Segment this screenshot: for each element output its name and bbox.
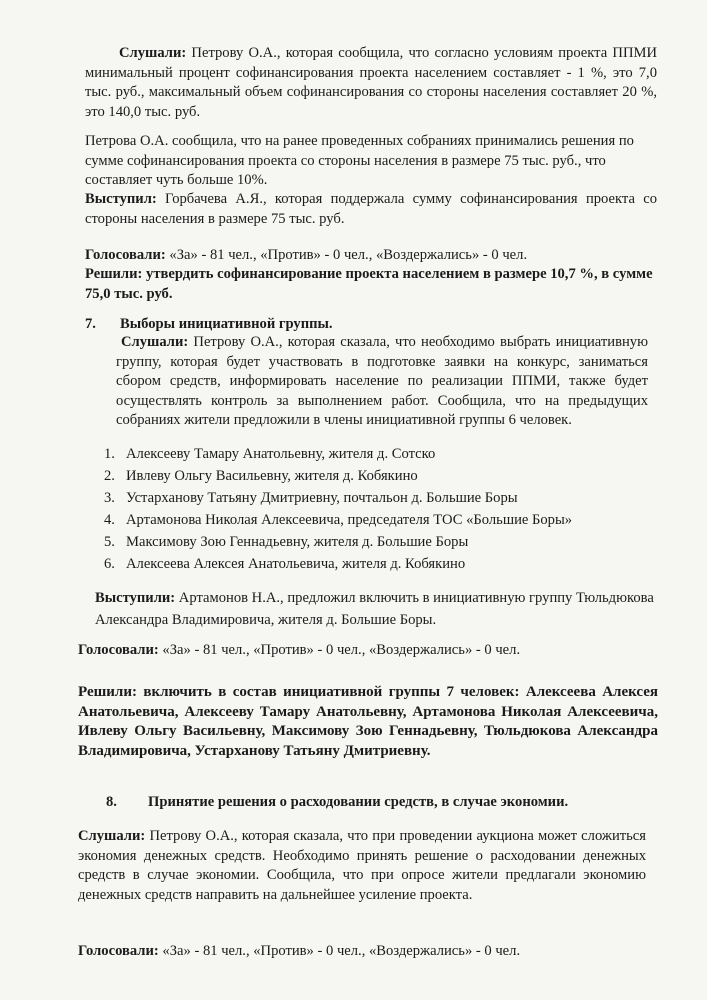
section-8-number: 8. [106, 794, 117, 810]
vote-text: «За» - 81 чел., «Против» - 0 чел., «Воздержались» - 0 чел. [165, 247, 528, 263]
section-7-heard-lead: Слушали: [121, 334, 189, 350]
decision-paragraph-2: Решили: включить в состав инициативной группы 7 человек: Алексеева Алексея Анатольевича, Алексееву Тамару Анатольевну, Артамонова Николая Алексеевича, Ивлеву Ольгу Васильевну, Максимову Зою Геннадьевну, Тюльдюкова Александра Владимировича, Устарханову Татьяну Дмитриевну. [78, 684, 658, 759]
info-paragraph [85, 132, 657, 191]
list-item: 2. Ивлеву Ольгу Васильевну, жителя д. Кобякино [104, 468, 418, 484]
speakers-text: Артамонов Н.А., предложил включить в инициативную группу Тюльдюкова Александра Владимировича, жителя д. Большие Боры. [95, 590, 654, 628]
vote-text-2: «За» - 81 чел., «Против» - 0 чел., «Воздержались» - 0 чел. [158, 642, 521, 658]
list-item: 4. Артамонова Николая Алексеевича, председателя ТОС «Большие Боры» [104, 512, 573, 528]
vote-lead-2: Голосовали: [78, 642, 159, 658]
info-text: Петрова О.А. сообщила, что на ранее проведенных собраниях принимались решения по сумме софинансирования проекта со стороны населения в размере 75 тыс. руб., что составляет чуть больше 10%. [85, 133, 634, 188]
section-8-heard-text: Петрову О.А., которая сказала, что при проведении аукциона может сложиться экономия денежных средств. Необходимо принять решение о расходовании денежных средств в случае экономии. Сообщила, что при опросе жители предлагали экономию денежных средств направить на дальнейшее усиление проекта. [78, 828, 646, 903]
list-item: 6. Алексеева Алексея Анатольевича, жителя д. Кобякино [104, 556, 466, 572]
heard-paragraph-1 [85, 44, 657, 122]
vote-paragraph-3 [78, 942, 658, 962]
spoke-paragraph [85, 190, 657, 229]
vote-lead: Голосовали: [85, 247, 166, 263]
section-7-heard-text: Петрову О.А., которая сказала, что необходимо выбрать инициативную группу, которая будет участвовать в подготовке заявки на конкурс, заниматься сбором средств, информировать население по реализации ППМИ, также будет осуществлять контроль за выполнением работ. Сообщила, что на предыдущих собраниях жители предложили в члены инициативной группы 6 человек. [116, 334, 648, 428]
section-7-number: 7. [85, 316, 96, 332]
list-item: 3. Устарханову Татьяну Дмитриевну, почтальон д. Большие Боры [104, 490, 518, 506]
vote-paragraph-2 [78, 641, 658, 661]
heard-lead: Слушали: [119, 45, 187, 61]
heard-text: Петрову О.А., которая сообщила, что согласно условиям проекта ППМИ минимальный процент софинансирования проекта населением составляет - 1 %, это 7,0 тыс. руб., максимальный объем софинансирования со стороны населения составляет 20 %, это 140,0 тыс. руб. [85, 45, 657, 120]
section-7-heard [116, 333, 648, 431]
spoke-text: Горбачева А.Я., которая поддержала сумму софинансирования проекта со стороны населения в размере 75 тыс. руб. [85, 191, 657, 227]
spoke-lead: Выступил: [85, 191, 157, 207]
candidate-list [104, 443, 644, 575]
vote-text-3: «За» - 81 чел., «Против» - 0 чел., «Воздержались» - 0 чел. [158, 943, 521, 959]
decision-paragraph-1: Решили: утвердить софинансирование проекта населением в размере 10,7 %, в сумме 75,0 тыс. руб. [85, 266, 653, 302]
section-7-title: Выборы инициативной группы. [120, 316, 333, 332]
section-8-heard-lead: Слушали: [78, 828, 146, 844]
speakers-lead: Выступили: [95, 590, 176, 606]
vote-paragraph-1 [85, 246, 657, 266]
list-item: 5. Максимову Зою Геннадьевну, жителя д. Большие Боры [104, 534, 469, 550]
section-8-title: Принятие решения о расходовании средств, в случае экономии. [148, 794, 569, 810]
section-7-speakers [95, 587, 655, 631]
vote-lead-3: Голосовали: [78, 943, 159, 959]
section-8-heard [78, 827, 646, 905]
list-item: 1. Алексееву Тамару Анатольевну, жителя д. Сотско [104, 446, 436, 462]
